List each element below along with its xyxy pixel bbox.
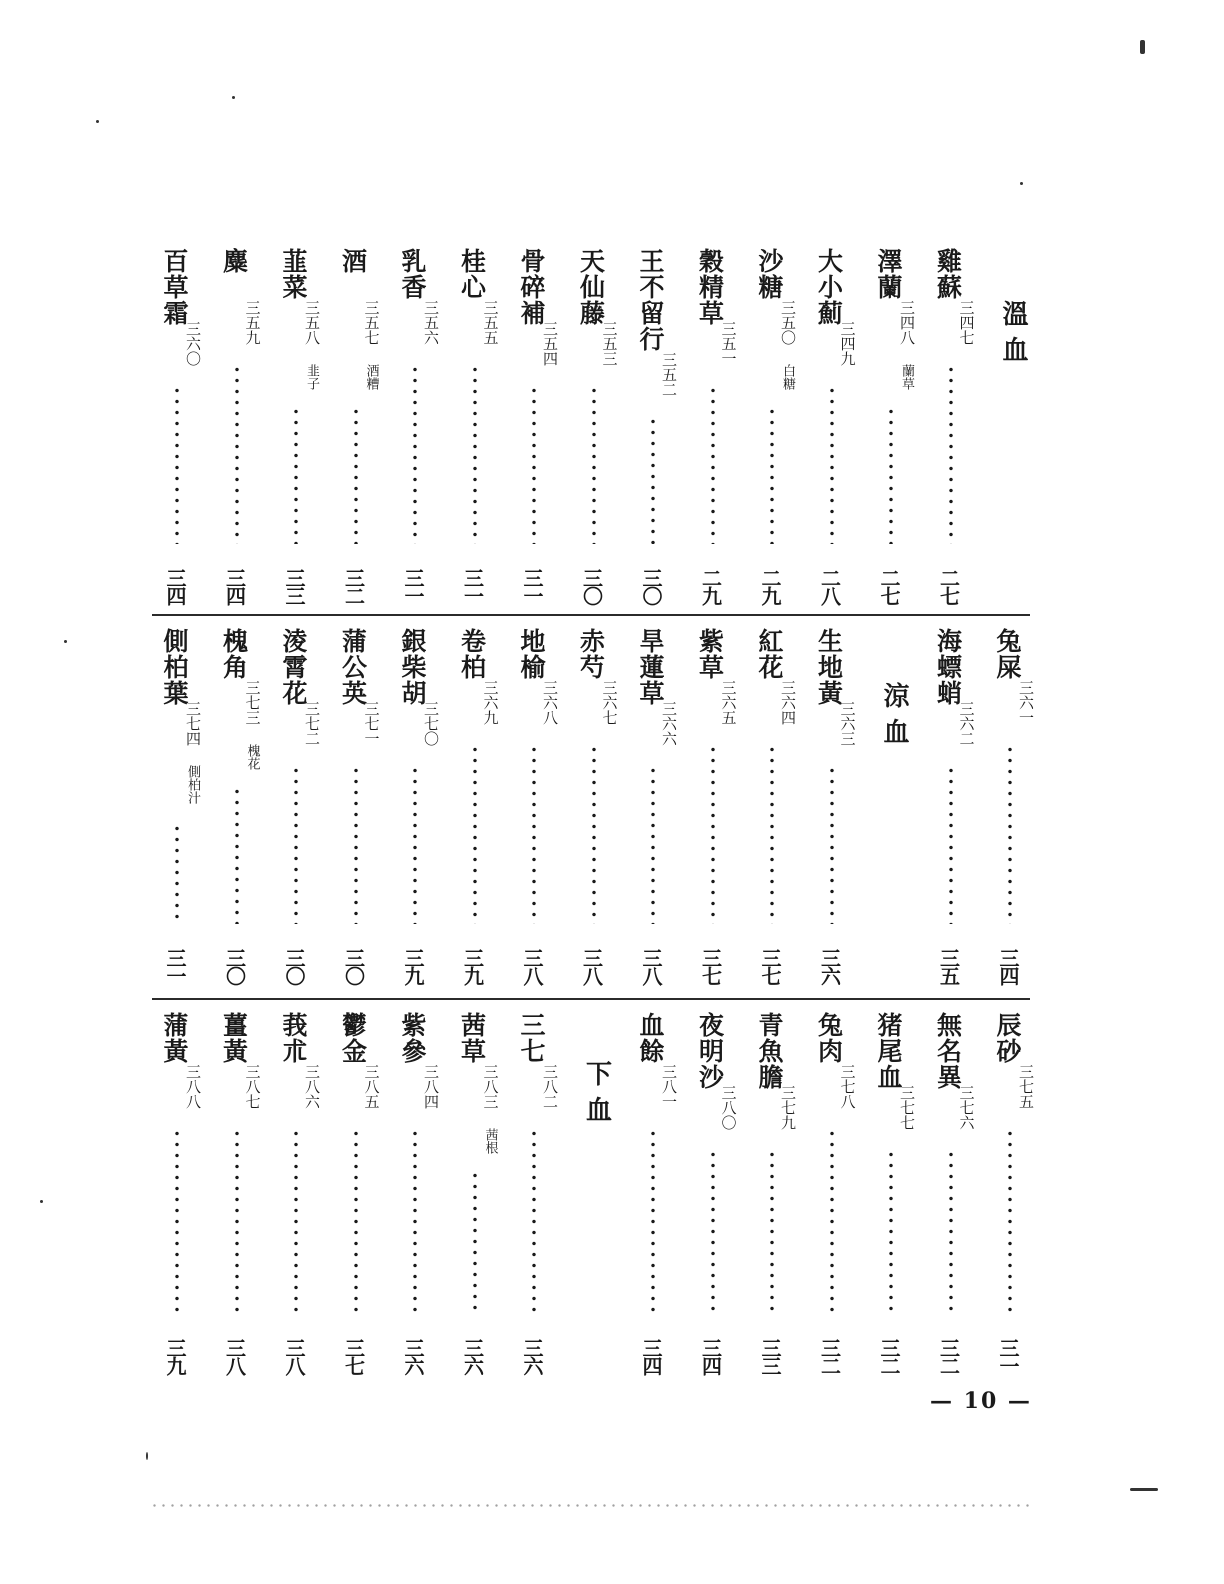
entry-page-ref: 三六 bbox=[817, 948, 842, 984]
entry-name: 紅花 bbox=[755, 628, 784, 680]
entry-number: 三五七 bbox=[362, 300, 381, 345]
entry-number: 三八〇 bbox=[719, 1085, 738, 1130]
entry-number: 三五〇 bbox=[779, 300, 797, 345]
index-entry bbox=[931, 628, 981, 984]
entry-name: 兔屎 bbox=[993, 628, 1022, 680]
entry-page-ref: 三〇 bbox=[579, 568, 604, 604]
entry-page-ref: 三五 bbox=[936, 948, 961, 984]
index-entry bbox=[812, 1012, 862, 1374]
entry-number: 三六〇 bbox=[184, 321, 202, 366]
entry-page-ref: 三二 bbox=[936, 1338, 961, 1374]
index-entry bbox=[812, 628, 862, 984]
index-entry bbox=[633, 248, 683, 604]
entry-page-ref: 三九 bbox=[163, 1338, 187, 1374]
entry-number: 三四九 bbox=[838, 321, 857, 366]
entry-name: 鬱金 bbox=[338, 1012, 368, 1064]
entry-name: 銀柴胡 bbox=[398, 628, 427, 706]
entry-number: 三六三 bbox=[838, 701, 857, 746]
leader-dots bbox=[948, 1149, 954, 1314]
index-entry bbox=[871, 248, 921, 604]
entry-page-ref: 二九 bbox=[758, 568, 782, 604]
leader-dots bbox=[412, 765, 418, 924]
index-entry bbox=[336, 1012, 386, 1374]
leader-dots bbox=[829, 765, 835, 924]
leader-dots bbox=[293, 765, 299, 924]
entry-name: 王不留行 bbox=[636, 248, 665, 352]
entry-page-ref: 二八 bbox=[817, 568, 842, 604]
index-entry bbox=[871, 1012, 921, 1374]
index-entry bbox=[752, 1012, 802, 1374]
entry-number: 三八八 bbox=[184, 1064, 202, 1109]
entry-note: 白糖 bbox=[780, 364, 795, 390]
section-heading: 下血 bbox=[581, 1060, 612, 1132]
entry-note: 韭子 bbox=[304, 364, 319, 390]
entry-name: 旱蓮草 bbox=[636, 628, 665, 706]
entry-page-ref: 三〇 bbox=[222, 948, 247, 984]
entry-number: 三八一 bbox=[660, 1064, 678, 1109]
entry-name: 赤芍 bbox=[576, 628, 606, 680]
entry-number: 三七六 bbox=[957, 1085, 976, 1130]
entry-number: 三五五 bbox=[481, 300, 500, 345]
section-heading: 涼血 bbox=[879, 682, 909, 754]
index-entry bbox=[633, 1012, 683, 1374]
leader-dots bbox=[293, 406, 299, 544]
entry-page-ref: 三九 bbox=[460, 948, 485, 984]
entry-number: 三五六 bbox=[422, 300, 440, 345]
scan-speck bbox=[1020, 182, 1023, 185]
leader-dots bbox=[234, 364, 240, 544]
entry-number: 三七四 bbox=[184, 701, 202, 746]
index-entry bbox=[752, 628, 802, 984]
leader-dots bbox=[650, 1128, 656, 1314]
page-number: — 10 — bbox=[930, 1388, 1032, 1414]
entry-number: 三六一 bbox=[1017, 680, 1035, 725]
entry-name: 乳香 bbox=[398, 248, 427, 300]
entry-name: 蒲黃 bbox=[160, 1012, 189, 1064]
entry-page-ref: 三〇 bbox=[282, 948, 306, 984]
leader-dots bbox=[948, 364, 954, 544]
index-entry bbox=[931, 248, 981, 604]
entry-name: 血餘 bbox=[636, 1012, 665, 1064]
entry-name: 淩霄花 bbox=[279, 628, 308, 706]
entry-name: 槐角 bbox=[219, 628, 249, 680]
leader-dots bbox=[769, 406, 775, 544]
entry-number: 三七八 bbox=[838, 1064, 857, 1109]
entry-number: 三八六 bbox=[303, 1064, 321, 1109]
index-entry bbox=[931, 1012, 981, 1374]
entry-note: 蘭草 bbox=[899, 364, 914, 390]
index-entry bbox=[276, 628, 326, 984]
scan-speck bbox=[1140, 40, 1145, 54]
leader-dots bbox=[710, 744, 716, 924]
index-entry bbox=[693, 248, 743, 604]
index-entry bbox=[693, 628, 743, 984]
leader-dots bbox=[1007, 1128, 1013, 1314]
index-entry bbox=[395, 1012, 445, 1374]
entry-number: 三六七 bbox=[600, 680, 619, 725]
leader-dots bbox=[769, 1149, 775, 1314]
entry-number: 三六六 bbox=[660, 701, 678, 746]
entry-name: 生地黃 bbox=[814, 628, 844, 706]
scan-speck bbox=[40, 1200, 43, 1203]
entry-name: 地榆 bbox=[517, 628, 546, 680]
leader-dots bbox=[234, 786, 240, 924]
index-entry bbox=[157, 248, 207, 604]
entry-name: 骨碎補 bbox=[517, 248, 546, 326]
index-entry bbox=[752, 248, 802, 604]
entry-name: 青魚膽 bbox=[755, 1012, 784, 1090]
entry-page-ref: 三九 bbox=[401, 948, 425, 984]
entry-page-ref: 三一 bbox=[460, 568, 485, 604]
leader-dots bbox=[472, 1170, 478, 1314]
entry-note: 槐花 bbox=[244, 744, 260, 770]
leader-dots bbox=[174, 823, 180, 924]
entry-number: 三八四 bbox=[422, 1064, 440, 1109]
leader-dots bbox=[412, 364, 418, 544]
entry-name: 紫草 bbox=[695, 628, 725, 680]
entry-name: 無名異 bbox=[933, 1012, 963, 1090]
entry-page-ref: 三四 bbox=[698, 1338, 723, 1374]
entry-number: 三四七 bbox=[957, 300, 976, 345]
index-entry bbox=[455, 1012, 505, 1374]
entry-number: 三五一 bbox=[719, 321, 738, 366]
leader-dots bbox=[710, 1149, 716, 1314]
entry-number: 三七三 bbox=[243, 680, 262, 725]
entry-page-ref: 三七 bbox=[758, 948, 782, 984]
entry-name: 酒 bbox=[338, 248, 368, 274]
leader-dots bbox=[531, 744, 537, 924]
entry-number: 三四八 bbox=[898, 300, 916, 345]
index-entry bbox=[693, 1012, 743, 1374]
entry-page-ref: 三八 bbox=[639, 948, 663, 984]
entry-number: 三六四 bbox=[779, 680, 797, 725]
leader-dots bbox=[293, 1128, 299, 1314]
entry-name: 薑黃 bbox=[219, 1012, 249, 1064]
entry-name: 百草霜 bbox=[160, 248, 189, 326]
entry-page-ref: 三一 bbox=[520, 568, 544, 604]
index-entry bbox=[514, 628, 564, 984]
entry-page-ref: 三三 bbox=[758, 1338, 782, 1374]
leader-dots bbox=[174, 385, 180, 544]
entry-name: 沙糖 bbox=[755, 248, 784, 300]
index-entry bbox=[217, 628, 267, 984]
entry-number: 三七一 bbox=[362, 701, 381, 746]
leader-dots bbox=[591, 744, 597, 924]
leader-dots bbox=[531, 1128, 537, 1314]
scan-speck bbox=[64, 640, 67, 643]
index-band-cool-blood bbox=[150, 628, 1040, 984]
entry-page-ref: 二九 bbox=[698, 568, 723, 604]
entry-page-ref: 二七 bbox=[936, 568, 961, 604]
entry-name: 桂心 bbox=[457, 248, 487, 300]
leader-dots bbox=[888, 1149, 894, 1314]
index-band-warm-blood bbox=[150, 248, 1040, 604]
entry-name: 茜草 bbox=[457, 1012, 487, 1064]
entry-name: 韮菜 bbox=[279, 248, 308, 300]
entry-note: 茜根 bbox=[482, 1128, 498, 1154]
entry-name: 紫參 bbox=[398, 1012, 427, 1064]
section-divider bbox=[152, 998, 1030, 1000]
leader-dots bbox=[948, 765, 954, 924]
leader-dots bbox=[531, 385, 537, 544]
entry-page-ref: 三七 bbox=[341, 1338, 366, 1374]
entry-page-ref: 三一 bbox=[163, 948, 187, 984]
entry-note: 側柏汁 bbox=[185, 765, 200, 804]
leader-dots bbox=[829, 385, 835, 544]
section-heading: 溫血 bbox=[998, 300, 1028, 372]
entry-number: 三五九 bbox=[243, 300, 262, 345]
index-entry bbox=[395, 248, 445, 604]
entry-number: 三六五 bbox=[719, 680, 738, 725]
leader-dots bbox=[412, 1128, 418, 1314]
entry-page-ref: 三四 bbox=[996, 948, 1020, 984]
entry-page-ref: 三二 bbox=[877, 1338, 901, 1374]
entry-number: 三七九 bbox=[779, 1085, 797, 1130]
entry-number: 三五二 bbox=[660, 352, 678, 397]
index-entry bbox=[514, 248, 564, 604]
entry-number: 三六九 bbox=[481, 680, 500, 725]
leader-dots bbox=[174, 1128, 180, 1314]
entry-page-ref: 三二 bbox=[817, 1338, 842, 1374]
entry-name: 天仙藤 bbox=[576, 248, 606, 326]
entry-number: 三八七 bbox=[243, 1064, 262, 1109]
entry-note: 酒糟 bbox=[363, 364, 379, 390]
scan-speck bbox=[146, 1452, 148, 1460]
leader-dots bbox=[353, 1128, 359, 1314]
index-entry bbox=[157, 1012, 207, 1374]
entry-page-ref: 三四 bbox=[163, 568, 187, 604]
entry-number: 三五三 bbox=[600, 321, 619, 366]
index-entry bbox=[990, 1012, 1040, 1374]
section-divider bbox=[152, 614, 1030, 616]
index-entry bbox=[574, 628, 624, 984]
entry-page-ref: 三〇 bbox=[639, 568, 663, 604]
entry-name: 莪朮 bbox=[279, 1012, 308, 1064]
entry-name: 側柏葉 bbox=[160, 628, 189, 706]
entry-number: 三五八 bbox=[303, 300, 321, 345]
entry-name: 三七 bbox=[517, 1012, 546, 1064]
leader-dots bbox=[234, 1128, 240, 1314]
entry-number: 三八五 bbox=[362, 1064, 381, 1109]
leader-dots bbox=[353, 765, 359, 924]
leader-dots bbox=[769, 744, 775, 924]
scan-speck bbox=[96, 120, 99, 123]
index-entry bbox=[990, 628, 1040, 984]
entry-page-ref: 三六 bbox=[520, 1338, 544, 1374]
entry-name: 猪尾血 bbox=[874, 1012, 903, 1090]
entry-name: 辰砂 bbox=[993, 1012, 1022, 1064]
scan-artifact-line bbox=[150, 1504, 1030, 1507]
leader-dots bbox=[472, 364, 478, 544]
entry-page-ref: 三七 bbox=[698, 948, 723, 984]
entry-page-ref: 三二 bbox=[341, 568, 366, 604]
index-entry bbox=[336, 628, 386, 984]
entry-number: 三五四 bbox=[541, 321, 559, 366]
index-band-lower-blood bbox=[150, 1012, 1040, 1374]
leader-dots bbox=[650, 416, 656, 544]
leader-dots bbox=[888, 406, 894, 544]
entry-name: 麋 bbox=[219, 248, 249, 274]
index-entry bbox=[514, 1012, 564, 1374]
entry-page-ref: 三八 bbox=[282, 1338, 306, 1374]
leader-dots bbox=[710, 385, 716, 544]
entry-number: 三七五 bbox=[1017, 1064, 1035, 1109]
index-entry bbox=[217, 1012, 267, 1374]
scan-speck bbox=[1130, 1488, 1158, 1491]
index-entry bbox=[812, 248, 862, 604]
entry-name: 卷柏 bbox=[457, 628, 487, 680]
entry-name: 蒲公英 bbox=[338, 628, 368, 706]
entry-page-ref: 三〇 bbox=[341, 948, 366, 984]
entry-page-ref: 三四 bbox=[639, 1338, 663, 1374]
leader-dots bbox=[650, 765, 656, 924]
entry-name: 兔肉 bbox=[814, 1012, 844, 1064]
entry-number: 三八三 bbox=[481, 1064, 500, 1109]
index-entry bbox=[633, 628, 683, 984]
leader-dots bbox=[829, 1128, 835, 1314]
entry-page-ref: 三八 bbox=[222, 1338, 247, 1374]
entry-name: 澤蘭 bbox=[874, 248, 903, 300]
index-entry bbox=[574, 248, 624, 604]
index-entry bbox=[455, 628, 505, 984]
leader-dots bbox=[472, 744, 478, 924]
entry-page-ref: 二七 bbox=[877, 568, 901, 604]
entry-name: 雞蘇 bbox=[933, 248, 963, 300]
leader-dots bbox=[1007, 744, 1013, 924]
entry-number: 三八二 bbox=[541, 1064, 559, 1109]
index-entry bbox=[217, 248, 267, 604]
scan-speck bbox=[232, 96, 235, 99]
entry-number: 三七〇 bbox=[422, 701, 440, 746]
entry-number: 三七二 bbox=[303, 701, 321, 746]
entry-number: 三七七 bbox=[898, 1085, 916, 1130]
leader-dots bbox=[353, 406, 359, 544]
index-entry bbox=[395, 628, 445, 984]
index-entry bbox=[336, 248, 386, 604]
index-entry bbox=[276, 248, 326, 604]
entry-page-ref: 三四 bbox=[222, 568, 247, 604]
entry-page-ref: 三一 bbox=[996, 1338, 1020, 1374]
entry-page-ref: 三六 bbox=[401, 1338, 425, 1374]
entry-name: 穀精草 bbox=[695, 248, 725, 326]
entry-page-ref: 三三 bbox=[282, 568, 306, 604]
entry-name: 海螵蛸 bbox=[933, 628, 963, 706]
entry-page-ref: 三一 bbox=[401, 568, 425, 604]
entry-number: 三六八 bbox=[541, 680, 559, 725]
entry-page-ref: 三六 bbox=[460, 1338, 485, 1374]
entry-name: 夜明沙 bbox=[695, 1012, 725, 1090]
entry-name: 大小薊 bbox=[814, 248, 844, 326]
entry-page-ref: 三八 bbox=[520, 948, 544, 984]
entry-number: 三六二 bbox=[957, 701, 976, 746]
entry-page-ref: 三八 bbox=[579, 948, 604, 984]
index-entry bbox=[157, 628, 207, 984]
index-entry bbox=[455, 248, 505, 604]
index-entry bbox=[276, 1012, 326, 1374]
leader-dots bbox=[591, 385, 597, 544]
